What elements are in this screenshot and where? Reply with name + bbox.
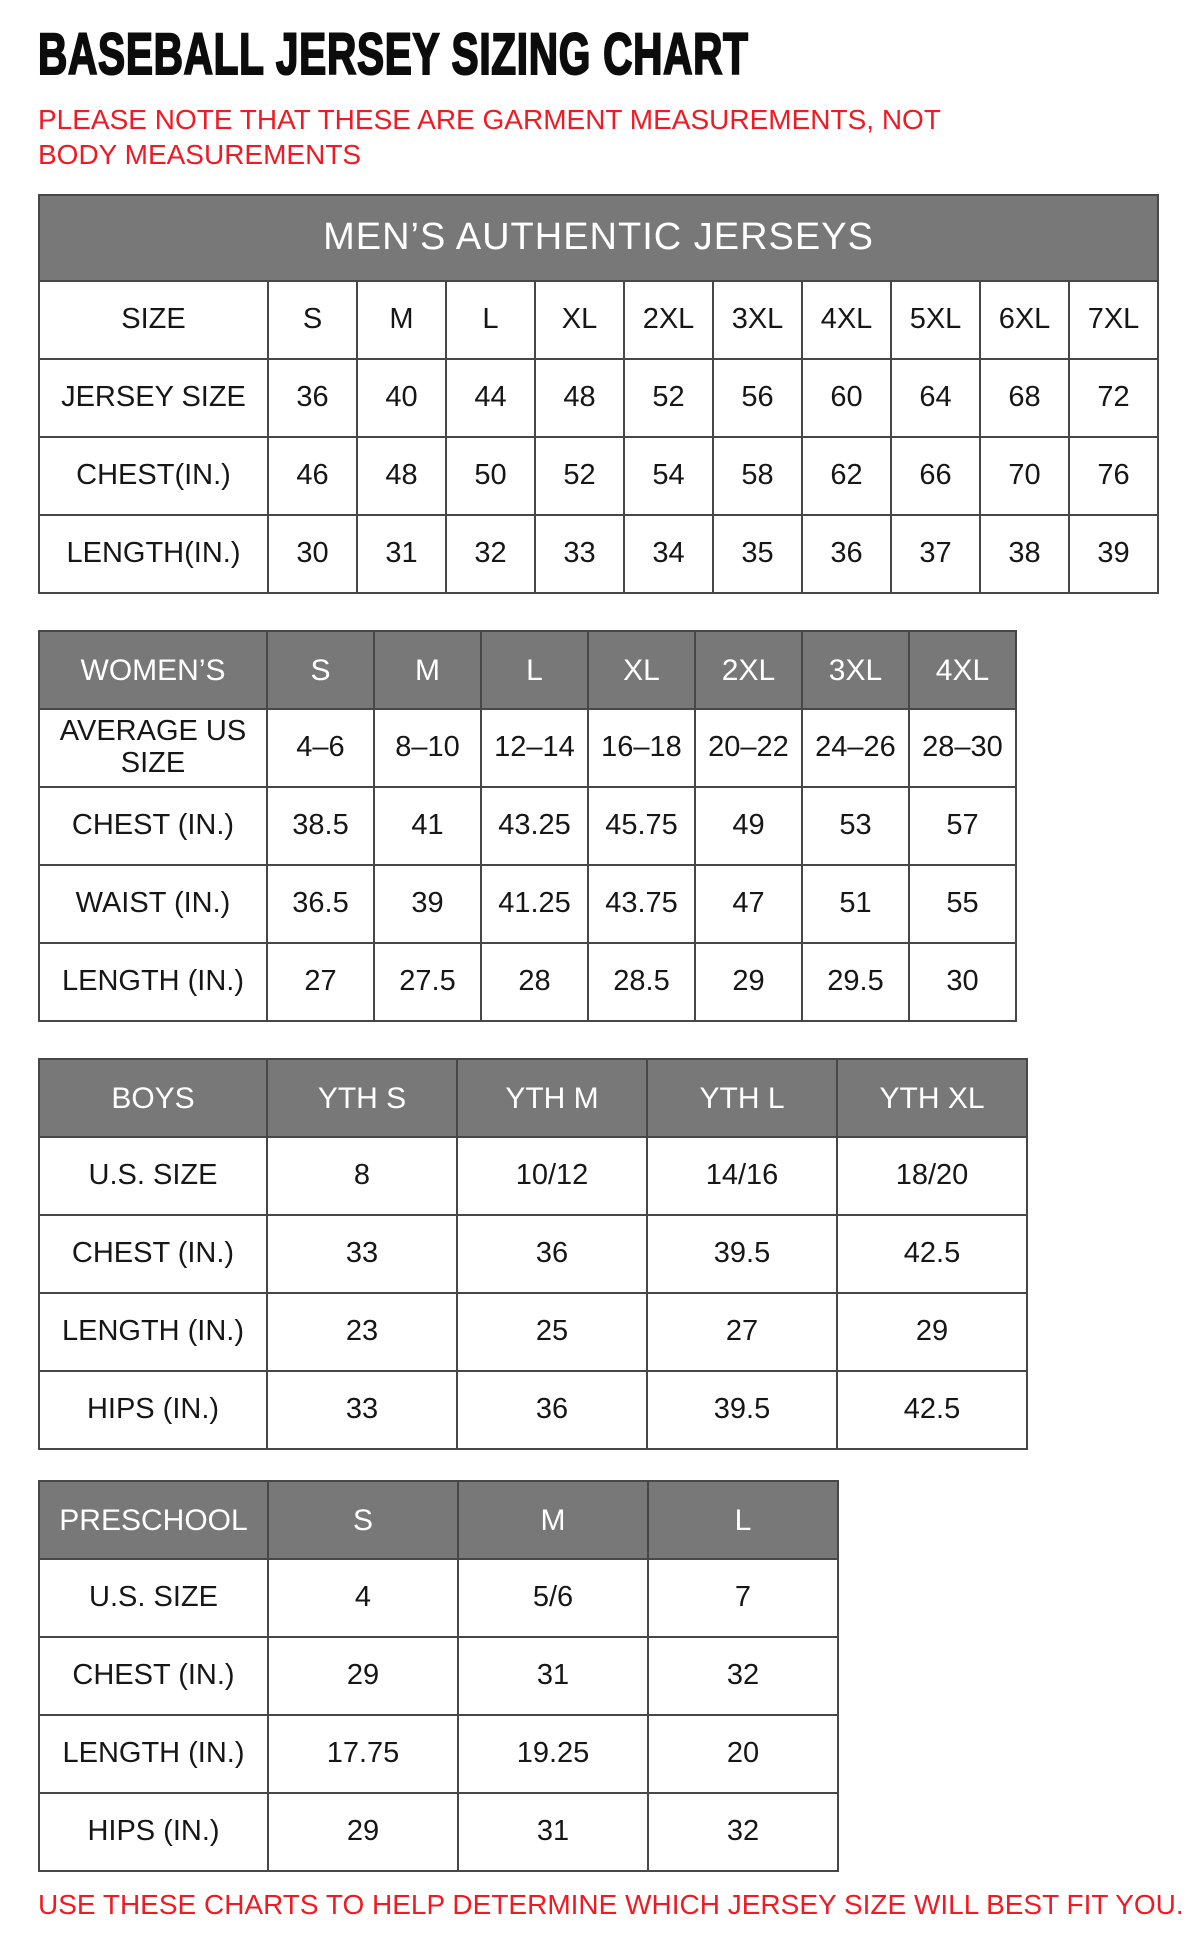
mens-row-1 [39,359,1158,437]
womens-row-3 [39,943,1016,1021]
mens-value-1-4: 52 [624,359,713,437]
mens-value-3-2: 32 [446,515,535,593]
womens-row-label: WAIST (IN.) [39,865,267,943]
womens-header-size-2: L [481,631,588,709]
boys-value-1-3: 42.5 [837,1215,1027,1293]
boys-value-3-3: 42.5 [837,1371,1027,1449]
womens-value-1-2: 43.25 [481,787,588,865]
mens-value-0-2: L [446,281,535,359]
preschool-value-1-0: 29 [268,1637,458,1715]
mens-row-label: JERSEY SIZE [39,359,268,437]
womens-value-1-4: 49 [695,787,802,865]
preschool-header-size-0: S [268,1481,458,1559]
mens-value-0-8: 6XL [980,281,1069,359]
womens-value-0-1: 8–10 [374,709,481,787]
preschool-row-0 [39,1559,838,1637]
mens-banner-title: MEN’S AUTHENTIC JERSEYS [39,195,1158,281]
boys-row-label: U.S. SIZE [39,1137,267,1215]
boys-value-1-0: 33 [267,1215,457,1293]
mens-value-1-3: 48 [535,359,624,437]
womens-row-0 [39,709,1016,787]
mens-value-2-5: 58 [713,437,802,515]
preschool-jerseys-table [38,1480,839,1872]
womens-header-size-1: M [374,631,481,709]
womens-value-1-1: 41 [374,787,481,865]
boys-row-3 [39,1371,1027,1449]
mens-value-1-8: 68 [980,359,1069,437]
preschool-value-0-0: 4 [268,1559,458,1637]
mens-value-2-1: 48 [357,437,446,515]
womens-value-1-0: 38.5 [267,787,374,865]
womens-value-2-0: 36.5 [267,865,374,943]
womens-value-3-6: 30 [909,943,1016,1021]
boys-row-1 [39,1215,1027,1293]
preschool-value-2-0: 17.75 [268,1715,458,1793]
womens-value-2-5: 51 [802,865,909,943]
mens-value-3-7: 37 [891,515,980,593]
mens-value-1-6: 60 [802,359,891,437]
preschool-row-label: HIPS (IN.) [39,1793,268,1871]
boys-value-1-2: 39.5 [647,1215,837,1293]
boys-value-1-1: 36 [457,1215,647,1293]
womens-header-size-6: 4XL [909,631,1016,709]
boys-row-0 [39,1137,1027,1215]
mens-value-2-4: 54 [624,437,713,515]
boys-header-size-3: YTH XL [837,1059,1027,1137]
boys-value-3-0: 33 [267,1371,457,1449]
mens-value-3-8: 38 [980,515,1069,593]
preschool-header-size-2: L [648,1481,838,1559]
preschool-value-3-1: 31 [458,1793,648,1871]
mens-row-3 [39,515,1158,593]
mens-value-3-0: 30 [268,515,357,593]
preschool-row-label: U.S. SIZE [39,1559,268,1637]
womens-row-label: AVERAGE US SIZE [39,709,267,787]
mens-row-label: SIZE [39,281,268,359]
mens-row-label: LENGTH(IN.) [39,515,268,593]
mens-value-3-5: 35 [713,515,802,593]
mens-value-0-4: 2XL [624,281,713,359]
womens-row-label: CHEST (IN.) [39,787,267,865]
mens-value-0-3: XL [535,281,624,359]
mens-row-0 [39,281,1158,359]
preschool-value-3-0: 29 [268,1793,458,1871]
mens-value-2-6: 62 [802,437,891,515]
boys-row-2 [39,1293,1027,1371]
footer-note: USE THESE CHARTS TO HELP DETERMINE WHICH JERSEY SIZE WILL BEST FIT YOU. [38,1889,1184,1920]
womens-value-3-1: 27.5 [374,943,481,1021]
womens-value-3-5: 29.5 [802,943,909,1021]
mens-value-1-5: 56 [713,359,802,437]
womens-header-row [39,631,1016,709]
preschool-header-label: PRESCHOOL [39,1481,268,1559]
boys-header-label: BOYS [39,1059,267,1137]
womens-value-1-5: 53 [802,787,909,865]
page-title: BASEBALL JERSEY SIZING CHART [38,22,749,87]
womens-header-size-4: 2XL [695,631,802,709]
preschool-value-2-2: 20 [648,1715,838,1793]
boys-value-2-3: 29 [837,1293,1027,1371]
mens-value-3-9: 39 [1069,515,1158,593]
womens-value-2-3: 43.75 [588,865,695,943]
preschool-row-1 [39,1637,838,1715]
mens-value-2-3: 52 [535,437,624,515]
mens-value-3-1: 31 [357,515,446,593]
womens-row-2 [39,865,1016,943]
womens-header-size-3: XL [588,631,695,709]
womens-value-0-5: 24–26 [802,709,909,787]
boys-value-3-1: 36 [457,1371,647,1449]
mens-value-1-1: 40 [357,359,446,437]
preschool-row-label: LENGTH (IN.) [39,1715,268,1793]
boys-value-0-3: 18/20 [837,1137,1027,1215]
boys-header-size-2: YTH L [647,1059,837,1137]
boys-value-0-0: 8 [267,1137,457,1215]
mens-row-label: CHEST(IN.) [39,437,268,515]
mens-row-2 [39,437,1158,515]
mens-value-1-9: 72 [1069,359,1158,437]
womens-value-1-6: 57 [909,787,1016,865]
mens-value-0-5: 3XL [713,281,802,359]
boys-value-0-2: 14/16 [647,1137,837,1215]
womens-value-3-3: 28.5 [588,943,695,1021]
mens-value-0-9: 7XL [1069,281,1158,359]
mens-banner-row [39,195,1158,281]
boys-value-2-2: 27 [647,1293,837,1371]
preschool-row-2 [39,1715,838,1793]
boys-value-2-1: 25 [457,1293,647,1371]
garment-measurements-note: PLEASE NOTE THAT THESE ARE GARMENT MEASUREMENTS, NOT BODY MEASUREMENTS [38,104,941,170]
womens-header-size-0: S [267,631,374,709]
womens-header-size-5: 3XL [802,631,909,709]
mens-value-2-8: 70 [980,437,1069,515]
mens-authentic-jerseys-table [38,194,1159,594]
mens-value-1-0: 36 [268,359,357,437]
womens-value-0-6: 28–30 [909,709,1016,787]
boys-value-0-1: 10/12 [457,1137,647,1215]
womens-value-0-0: 4–6 [267,709,374,787]
boys-value-2-0: 23 [267,1293,457,1371]
mens-value-0-7: 5XL [891,281,980,359]
boys-header-row [39,1059,1027,1137]
preschool-value-1-1: 31 [458,1637,648,1715]
mens-value-0-6: 4XL [802,281,891,359]
womens-value-2-6: 55 [909,865,1016,943]
womens-value-3-2: 28 [481,943,588,1021]
boys-header-size-1: YTH M [457,1059,647,1137]
boys-header-size-0: YTH S [267,1059,457,1137]
mens-value-3-6: 36 [802,515,891,593]
preschool-value-3-2: 32 [648,1793,838,1871]
mens-value-3-4: 34 [624,515,713,593]
boys-value-3-2: 39.5 [647,1371,837,1449]
boys-row-label: LENGTH (IN.) [39,1293,267,1371]
womens-value-0-3: 16–18 [588,709,695,787]
mens-value-2-0: 46 [268,437,357,515]
preschool-value-2-1: 19.25 [458,1715,648,1793]
womens-row-label: LENGTH (IN.) [39,943,267,1021]
preschool-header-row [39,1481,838,1559]
preschool-row-3 [39,1793,838,1871]
womens-value-0-2: 12–14 [481,709,588,787]
mens-value-2-9: 76 [1069,437,1158,515]
boys-row-label: HIPS (IN.) [39,1371,267,1449]
mens-value-2-7: 66 [891,437,980,515]
boys-jerseys-table [38,1058,1028,1450]
womens-row-1 [39,787,1016,865]
mens-value-1-7: 64 [891,359,980,437]
boys-row-label: CHEST (IN.) [39,1215,267,1293]
womens-value-0-4: 20–22 [695,709,802,787]
womens-value-1-3: 45.75 [588,787,695,865]
preschool-header-size-1: M [458,1481,648,1559]
preschool-value-1-2: 32 [648,1637,838,1715]
preschool-value-0-1: 5/6 [458,1559,648,1637]
mens-value-0-1: M [357,281,446,359]
womens-header-label: WOMEN’S [39,631,267,709]
womens-value-3-4: 29 [695,943,802,1021]
womens-value-3-0: 27 [267,943,374,1021]
mens-value-1-2: 44 [446,359,535,437]
mens-value-3-3: 33 [535,515,624,593]
womens-value-2-2: 41.25 [481,865,588,943]
preschool-value-0-2: 7 [648,1559,838,1637]
womens-jerseys-table [38,630,1017,1022]
mens-value-0-0: S [268,281,357,359]
womens-value-2-1: 39 [374,865,481,943]
mens-value-2-2: 50 [446,437,535,515]
womens-value-2-4: 47 [695,865,802,943]
preschool-row-label: CHEST (IN.) [39,1637,268,1715]
